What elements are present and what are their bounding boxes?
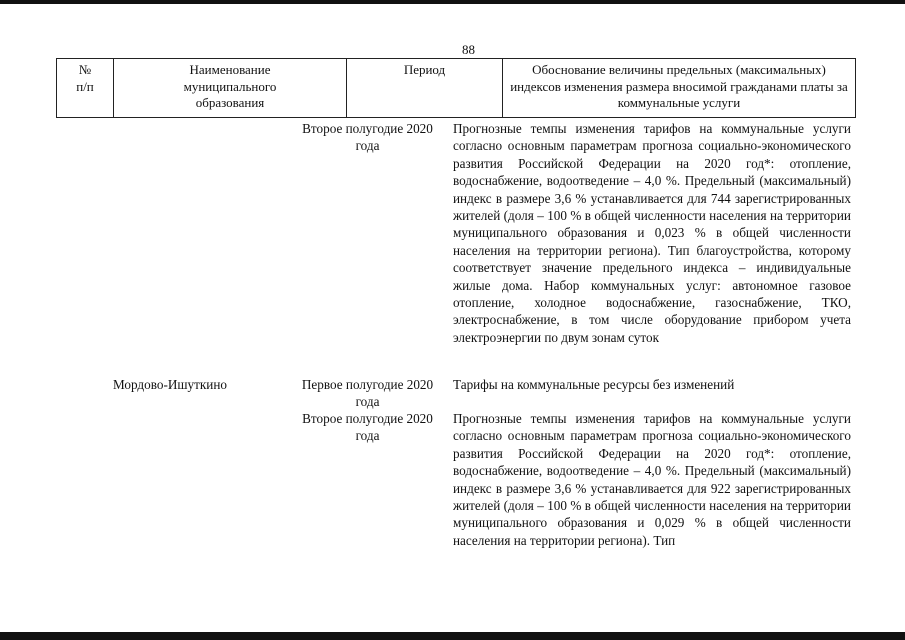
row2-municipality: Мордово-Ишуткино [113, 377, 227, 392]
header-basis [502, 59, 855, 117]
row3-period: Второе полугодие 2020 года [302, 411, 433, 444]
bottom-border [0, 632, 905, 640]
header-basis-text: Обоснование величины предельных (максимальных) индексов изменения размера вносимой гражданами платы за коммунальные услуги [510, 62, 848, 110]
header-municipality-text: Наименование муниципального образования [183, 62, 277, 110]
top-border [0, 0, 905, 4]
header-period [346, 59, 502, 117]
row2-basis: Тарифы на коммунальные ресурсы без изменений [453, 377, 735, 392]
row3-basis: Прогнозные темпы изменения тарифов на коммунальные услуги согласно основным параметрам прогноза социально-экономического развития Российской Федерации на 2020 год*: отопление, водоснабжение, водоотведение – 4,0 %. Предельный (максимальный) индекс в размере 3,6 % устанавливается для 922 зарегистрированных жителей (доля – 100 % в общей численности населения на территории муниципального образования и 0,029 % в общей численности населения на территории региона). Тип [453, 411, 851, 548]
header-number-text: № п/п [76, 62, 94, 94]
header-period-text: Период [403, 62, 446, 77]
row1-period: Второе полугодие 2020 года [302, 121, 433, 154]
header-number [57, 59, 113, 117]
row1-basis: Прогнозные темпы изменения тарифов на коммунальные услуги согласно основным параметрам прогноза социально-экономического развития Российской Федерации на 2020 год*: отопление, водоснабжение, водоотведение – 4,0 %. Предельный (максимальный) индекс в размере 3,6 % устанавливается для 744 зарегистрированных жителей (доля – 100 % в общей численности населения на территории муниципального образования и 0,023 % в общей численности населения на территории региона). Тип благоустройства, которому соответствует значение предельного индекса – индивидуальные жилые дома. Набор коммунальных услуг: автономное газовое отопление, холодное водоснабжение, газоснабжение, ТКО, электроснабжение, в том числе оборудование прибором учета электроэнергии по двум зонам суток [453, 121, 851, 345]
row2-period: Первое полугодие 2020 года [301, 377, 434, 410]
page-number: 88 [462, 42, 475, 57]
table-header [56, 58, 856, 118]
header-municipality [113, 59, 346, 117]
